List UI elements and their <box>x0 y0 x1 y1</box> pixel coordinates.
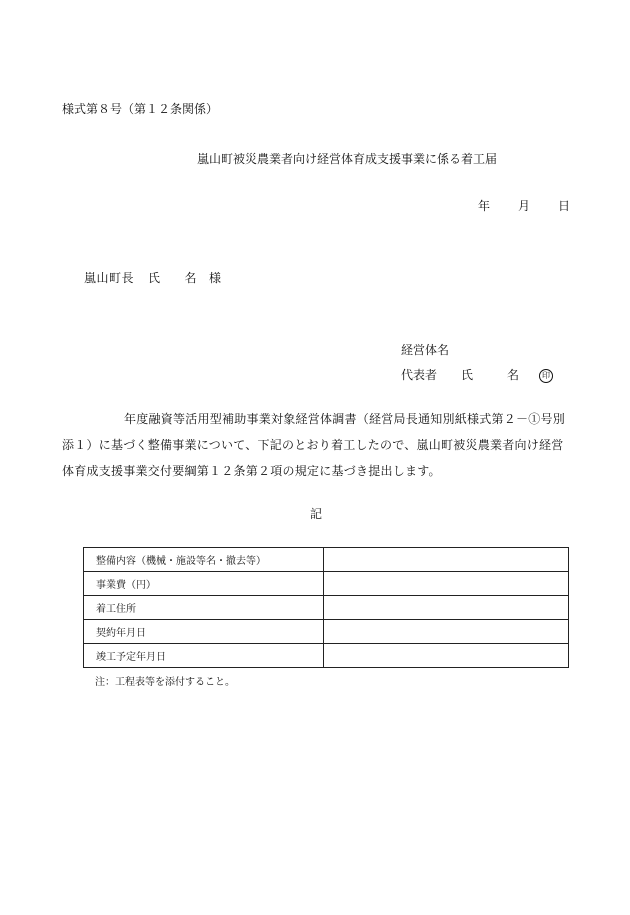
row-value[interactable] <box>324 644 569 668</box>
addressee-mei: 名 <box>184 271 198 285</box>
table-row <box>84 644 569 668</box>
row-value[interactable] <box>324 596 569 620</box>
row-label: 整備内容（機械・施設等名・撤去等） <box>84 548 324 572</box>
addressee-honorific: 様 <box>209 271 222 285</box>
row-label: 事業費（円） <box>84 572 324 596</box>
date-month: 月 <box>518 199 531 213</box>
addressee-shi: 氏 <box>148 271 161 285</box>
row-value[interactable] <box>324 572 569 596</box>
entity-name-label: 経営体名 <box>401 343 450 357</box>
table-row <box>84 620 569 644</box>
date-day: 日 <box>558 199 571 213</box>
document-title: 嵐山町被災農業者向け経営体育成支援事業に係る着工届 <box>197 152 498 166</box>
details-table <box>83 547 569 668</box>
row-label: 竣工予定年月日 <box>84 644 324 668</box>
date-line <box>478 197 570 214</box>
table-row <box>84 548 569 572</box>
row-value[interactable] <box>324 620 569 644</box>
table-row <box>84 596 569 620</box>
addressee <box>84 269 222 286</box>
seal-mark: 印 <box>539 369 553 383</box>
representative-line <box>401 366 553 383</box>
rep-shi: 氏 <box>461 368 474 382</box>
rep-label: 代表者 <box>401 368 438 382</box>
form-number: 様式第８号（第１２条関係） <box>62 102 219 116</box>
body-paragraph: 年度融資等活用型補助事業対象経営体調書（経営局長通知別紙様式第２－①号別添１）に基づく整備事業について、下記のとおり着工したので、嵐山町被災農業者向け経営体育成支援事業交付要綱第１２条第２項の規定に基づき提出します。 <box>62 412 566 478</box>
row-value[interactable] <box>324 548 569 572</box>
table-row <box>84 572 569 596</box>
row-label: 契約年月日 <box>84 620 324 644</box>
rep-mei: 名 <box>507 368 520 382</box>
addressee-name: 嵐山町長 <box>84 271 135 285</box>
note: 注：工程表等を添付すること。 <box>95 677 235 688</box>
row-label: 着工住所 <box>84 596 324 620</box>
date-year: 年 <box>478 199 491 213</box>
ki-heading: 記 <box>310 507 323 521</box>
